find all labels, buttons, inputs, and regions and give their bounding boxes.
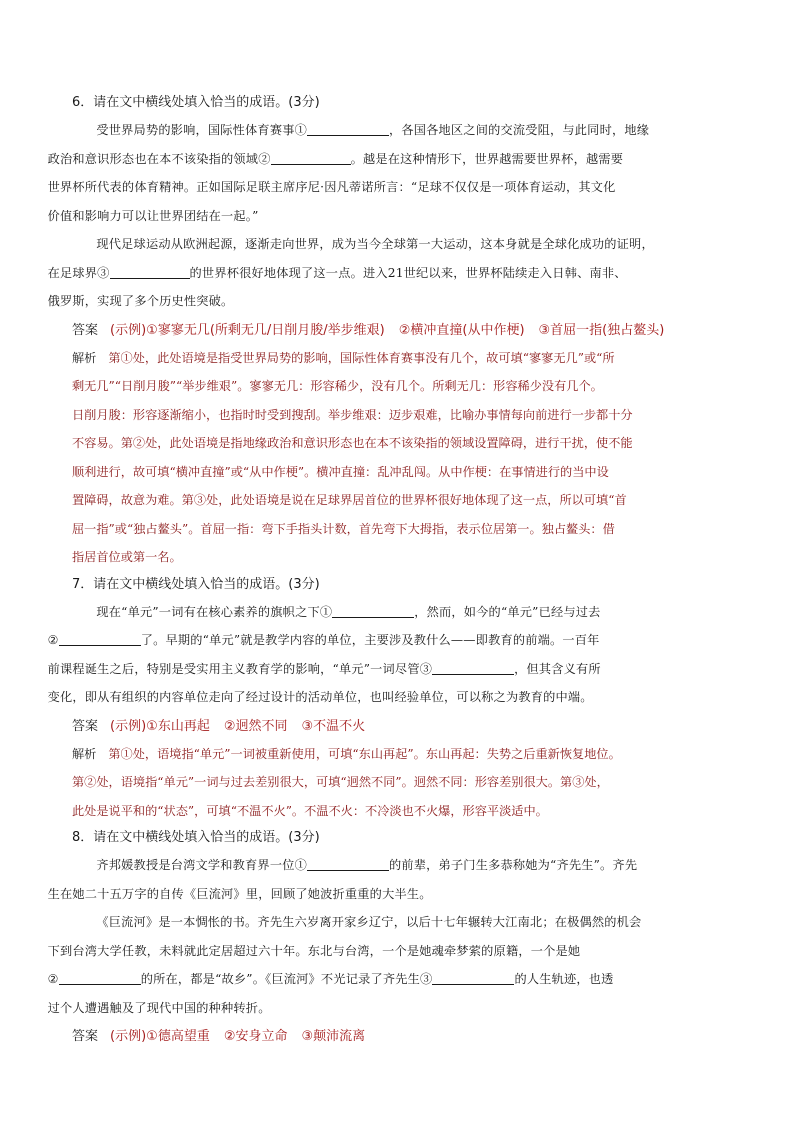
answer-item: ②迥然不同	[223, 718, 288, 734]
question-8-title: 8．请在文中横线处填入恰当的成语。(3分)	[72, 830, 320, 845]
passage-text: 现在“单元”一词有在核心素养的旗帜之下①	[96, 604, 333, 619]
question-7	[47, 572, 724, 826]
passage-text: 。越是在这种情形下，世界越需要世界杯，越需要	[350, 151, 624, 166]
answer-blank-3	[432, 660, 514, 675]
passage-text: 价值和影响力可以让世界团结在一起。”	[47, 208, 259, 223]
question-8	[47, 825, 724, 1050]
answer-blank-3	[432, 970, 514, 985]
passage-text: 的世界杯很好地体现了这一点。进入21世纪以来，世界杯陆续走入日韩、南非、	[189, 265, 627, 280]
analysis-text: 屈一指”或“独占鳌头”。首屈一指：弯下手指头计数，首先弯下大拇指，表示位居第一。独占鳌头：借	[72, 521, 615, 536]
answer-item: ③颠沛流离	[301, 1029, 366, 1044]
passage-text: 在足球界③	[47, 265, 110, 280]
answer-item: (示例)①德高望重	[110, 1029, 210, 1044]
answer-blank-2	[59, 970, 141, 985]
passage-text: 下到台湾大学任教，未料就此定居超过六十年。东北与台湾，一个是她魂牵梦萦的原籍，一个是她	[47, 943, 581, 958]
answer-item: ②安身立命	[223, 1029, 288, 1044]
answer-blank-1	[332, 603, 414, 618]
question-7-analysis	[72, 740, 724, 826]
passage-text: 受世界局势的影响，国际性体育赛事①	[96, 123, 307, 137]
analysis-text: 第①处，此处语境是指受世界局势的影响，国际性体育赛事没有几个，故可填“寥寥无几”或“所	[108, 350, 615, 365]
answer-blank-2	[271, 150, 351, 165]
passage-text: 过个人遭遇触及了现代中国的种种转折。	[47, 1000, 271, 1015]
answer-label: 答案	[72, 1029, 99, 1044]
analysis-label: 解析	[72, 350, 97, 365]
passage-text: 前课程诞生之后，特别是受实用主义教育学的影响，“单元”一词尽管③	[47, 661, 433, 676]
answer-blank-3	[110, 264, 190, 279]
question-6-answer	[72, 318, 724, 344]
question-6-passage-2	[47, 230, 724, 316]
answer-blank-1	[307, 856, 389, 871]
passage-text: 政治和意识形态也在本不该染指的领域②	[47, 151, 271, 166]
passage-text: 变化，即从有组织的内容单位走向了经过设计的活动单位，也叫经验单位，可以称之为教育的中端。	[47, 690, 593, 704]
answer-blank-1	[307, 121, 389, 136]
analysis-text: 第①处，语境指“单元”一词被重新使用，可填“东山再起”。东山再起：失势之后重新恢复地位。	[108, 746, 621, 761]
question-8-passage-2	[47, 908, 724, 1022]
answer-item: ②横冲直撞(从中作梗)	[398, 322, 525, 338]
passage-text: 世界杯所代表的体育精神。正如国际足联主席序尼·因凡蒂诺所言：“足球不仅仅是一项体育运动，其文化	[47, 180, 616, 194]
question-6-title: 6．请在文中横线处填入恰当的成语。(3分)	[72, 95, 320, 110]
passage-text: 齐邦媛教授是台湾文学和教育界一位①	[96, 858, 307, 872]
document-page	[47, 90, 724, 1050]
question-6-passage-1	[47, 116, 724, 230]
passage-text: ②	[47, 633, 59, 647]
answer-label: 答案	[72, 718, 99, 734]
passage-text: 现代足球运动从欧洲起源，逐渐走向世界，成为当今全球第一大运动，这本身就是全球化成功的证明，	[96, 237, 654, 251]
passage-text: 的人生轨迹，也透	[514, 972, 614, 986]
question-6-analysis	[72, 344, 724, 572]
question-7-passage-1	[47, 598, 724, 712]
analysis-text: 指居首位或第一名。	[72, 550, 182, 564]
question-8-passage-1	[47, 851, 724, 908]
analysis-text: 此处是说平和的“状态”，可填“不温不火”。不温不火：不冷淡也不火爆，形容平淡适中。	[72, 803, 548, 818]
analysis-text: 剩无几”“日削月朘”“举步维艰”。寥寥无几：形容稀少，没有几个。所剩无几：形容稀少没有几个。	[72, 379, 603, 393]
passage-text: 生在她二十五万字的自传《巨流河》里，回顾了她波折重重的大半生。	[47, 886, 432, 901]
passage-text: ，但其含义有所	[514, 661, 601, 676]
passage-text: 俄罗斯，实现了多个历史性突破。	[47, 294, 234, 308]
analysis-text: 顺利进行，故可填“横冲直撞”或“从中作梗”。横冲直撞：乱冲乱闯。从中作梗：在事情进行的当中设	[72, 464, 609, 479]
answer-item: ③不温不火	[301, 718, 366, 734]
question-6	[47, 90, 724, 572]
analysis-text: 置障碍，故意为难。第③处，此处语境是说在足球界居首位的世界杯很好地体现了这一点，所以可填“首	[72, 493, 627, 507]
passage-text: ，各国各地区之间的交流受阻，与此同时，地缘	[388, 123, 650, 137]
answer-label: 答案	[72, 322, 99, 338]
analysis-label: 解析	[72, 746, 97, 761]
question-8-answer	[72, 1024, 724, 1050]
passage-text: ，然而，如今的“单元”已经与过去	[414, 604, 601, 619]
answer-item: (示例)①寥寥无几(所剩无几/日削月朘/举步维艰)	[110, 322, 385, 338]
answer-item: (示例)①东山再起	[110, 718, 210, 734]
answer-blank-2	[59, 631, 141, 646]
question-7-title: 7．请在文中横线处填入恰当的成语。(3分)	[72, 576, 320, 592]
passage-text: 的前辈，弟子门生多恭称她为“齐先生”。齐先	[388, 858, 638, 872]
passage-text: ②	[47, 972, 59, 986]
passage-text: 《巨流河》是一本惆怅的书。齐先生六岁离开家乡辽宁，以后十七年辗转大江南北；在极偶然的机会	[96, 915, 642, 929]
analysis-text: 日削月朘：形容逐渐缩小，也指时时受到搜刮。举步维艰：迈步艰难，比喻办事情每向前进行一步都十分	[72, 407, 633, 422]
analysis-text: 不容易。第②处，此处语境是指地缘政治和意识形态也在本不该染指的领域设置障碍，进行干扰，使不能	[72, 436, 633, 450]
answer-item: ③首屈一指(独占鳌头)	[538, 322, 665, 338]
question-7-answer	[72, 714, 724, 740]
analysis-text: 第②处，语境指“单元”一词与过去差别很大，可填“迥然不同”。迥然不同：形容差别很大。第③处，	[72, 775, 609, 789]
passage-text: 的所在，都是“故乡”。《巨流河》不光记录了齐先生③	[140, 972, 433, 986]
passage-text: 了。早期的“单元”就是教学内容的单位，主要涉及教什么——即教育的前端。一百年	[140, 633, 600, 647]
